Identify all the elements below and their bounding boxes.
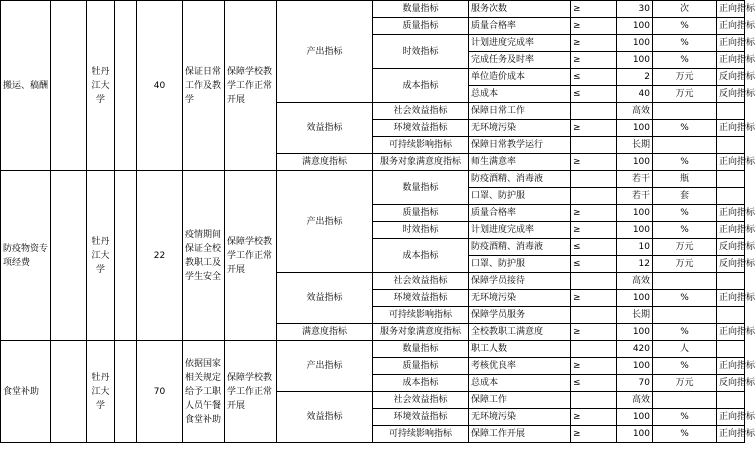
unit-of-measure-cell: % <box>653 18 717 35</box>
direction-cell: 反向指标 <box>717 86 745 103</box>
value-cell: 100 <box>617 290 653 307</box>
direction-cell: 正向指标 <box>717 205 745 222</box>
satisfaction-label-cell: 满意度指标 <box>277 324 373 341</box>
direction-cell: 正向指标 <box>717 1 745 18</box>
direction-cell: 正向指标 <box>717 222 745 239</box>
direction-cell: 正向指标 <box>717 324 745 341</box>
unit-of-measure-cell <box>653 137 717 154</box>
sub-indicator-cell: 数量指标 <box>373 1 469 18</box>
amount-cell: 70 <box>137 341 183 443</box>
unit-of-measure-cell <box>653 273 717 290</box>
unit-of-measure-cell: 人 <box>653 341 717 358</box>
indicator-name-cell: 全校教职工满意度 <box>469 324 571 341</box>
direction-cell <box>717 103 745 120</box>
unit-of-measure-cell: % <box>653 222 717 239</box>
spacer-cell <box>51 1 87 171</box>
unit-of-measure-cell <box>653 392 717 409</box>
project-name-cell: 搬运、稿酬 <box>1 1 51 171</box>
operator-cell: ≥ <box>571 222 617 239</box>
direction-cell: 正向指标 <box>717 409 745 426</box>
value-cell: 100 <box>617 426 653 443</box>
unit-of-measure-cell: % <box>653 290 717 307</box>
indicator-name-cell: 保障工作 <box>469 392 571 409</box>
operator-cell <box>571 171 617 188</box>
value-cell: 100 <box>617 222 653 239</box>
unit-of-measure-cell <box>653 103 717 120</box>
value-cell: 100 <box>617 324 653 341</box>
target-cell: 保障学校教学工作正常开展 <box>225 171 277 341</box>
direction-cell <box>717 188 745 205</box>
direction-cell: 正向指标 <box>717 35 745 52</box>
direction-cell: 反向指标 <box>717 256 745 273</box>
value-cell: 100 <box>617 52 653 69</box>
unit-cell: 牡丹江大学 <box>87 171 115 341</box>
table-row <box>1 341 745 358</box>
unit-of-measure-cell: % <box>653 205 717 222</box>
indicator-name-cell: 职工人数 <box>469 341 571 358</box>
operator-cell: ≥ <box>571 409 617 426</box>
spacer-cell <box>115 171 137 341</box>
direction-cell: 反向指标 <box>717 69 745 86</box>
operator-cell: ≥ <box>571 154 617 171</box>
direction-cell <box>717 137 745 154</box>
indicator-name-cell: 防疫酒精、消毒液 <box>469 239 571 256</box>
operator-cell <box>571 188 617 205</box>
operator-cell: ≥ <box>571 426 617 443</box>
indicator-name-cell: 总成本 <box>469 375 571 392</box>
spacer-cell <box>51 341 87 443</box>
value-cell: 30 <box>617 1 653 18</box>
value-cell: 12 <box>617 256 653 273</box>
sub-indicator-cell: 社会效益指标 <box>373 392 469 409</box>
indicator-name-cell: 无环境污染 <box>469 120 571 137</box>
indicator-name-cell: 考核优良率 <box>469 358 571 375</box>
indicator-name-cell: 计划进度完成率 <box>469 222 571 239</box>
indicator-name-cell: 服务次数 <box>469 1 571 18</box>
indicator-name-cell: 保障日常教学运行 <box>469 137 571 154</box>
indicator-name-cell: 保障学员服务 <box>469 307 571 324</box>
sub-indicator-cell: 可持续影响指标 <box>373 426 469 443</box>
direction-cell <box>717 341 745 358</box>
sub-indicator-cell: 时效指标 <box>373 35 469 69</box>
value-cell: 若干 <box>617 171 653 188</box>
operator-cell: ≥ <box>571 35 617 52</box>
operator-cell: ≤ <box>571 256 617 273</box>
sub-indicator-cell: 数量指标 <box>373 341 469 358</box>
target-cell: 保障学校教学工作正常开展 <box>225 1 277 171</box>
table-row <box>1 171 745 188</box>
operator-cell: ≥ <box>571 1 617 18</box>
indicator-name-cell: 口罩、防护服 <box>469 188 571 205</box>
content-cell: 依据国家相关规定给予工职人员午餐食堂补助 <box>183 341 225 443</box>
indicator-name-cell: 师生满意率 <box>469 154 571 171</box>
value-cell: 40 <box>617 86 653 103</box>
benefit-label-cell: 效益指标 <box>277 103 373 154</box>
indicator-name-cell: 质量合格率 <box>469 205 571 222</box>
value-cell: 100 <box>617 35 653 52</box>
value-cell: 高效 <box>617 392 653 409</box>
indicator-name-cell: 计划进度完成率 <box>469 35 571 52</box>
operator-cell <box>571 341 617 358</box>
sub-indicator-cell: 质量指标 <box>373 358 469 375</box>
direction-cell <box>717 307 745 324</box>
benefit-label-cell: 效益指标 <box>277 392 373 443</box>
sub-indicator-cell: 数量指标 <box>373 171 469 205</box>
operator-cell: ≤ <box>571 239 617 256</box>
output-label-cell: 产出指标 <box>277 1 373 103</box>
spacer-cell <box>115 341 137 443</box>
benefit-label-cell: 效益指标 <box>277 273 373 324</box>
unit-of-measure-cell: % <box>653 35 717 52</box>
sub-indicator-cell: 环境效益指标 <box>373 409 469 426</box>
value-cell: 长期 <box>617 307 653 324</box>
unit-of-measure-cell: % <box>653 324 717 341</box>
sub-indicator-cell: 可持续影响指标 <box>373 137 469 154</box>
unit-of-measure-cell: % <box>653 409 717 426</box>
unit-of-measure-cell <box>653 307 717 324</box>
indicator-name-cell: 质量合格率 <box>469 18 571 35</box>
value-cell: 10 <box>617 239 653 256</box>
operator-cell <box>571 392 617 409</box>
operator-cell: ≥ <box>571 358 617 375</box>
direction-cell: 反向指标 <box>717 239 745 256</box>
operator-cell: ≥ <box>571 52 617 69</box>
indicator-name-cell: 保障工作开展 <box>469 426 571 443</box>
target-cell: 保障学校教学工作正常开展 <box>225 341 277 443</box>
sub-indicator-cell: 可持续影响指标 <box>373 307 469 324</box>
value-cell: 100 <box>617 205 653 222</box>
unit-cell: 牡丹江大学 <box>87 1 115 171</box>
value-cell: 100 <box>617 18 653 35</box>
direction-cell: 正向指标 <box>717 290 745 307</box>
operator-cell: ≤ <box>571 86 617 103</box>
spacer-cell <box>51 171 87 341</box>
output-label-cell: 产出指标 <box>277 341 373 392</box>
content-cell: 疫情期间保证全校教职工及学生安全 <box>183 171 225 341</box>
value-cell: 100 <box>617 358 653 375</box>
operator-cell <box>571 273 617 290</box>
unit-of-measure-cell: 万元 <box>653 69 717 86</box>
table-body <box>1 1 755 443</box>
sub-indicator-cell: 环境效益指标 <box>373 290 469 307</box>
operator-cell <box>571 103 617 120</box>
amount-cell: 22 <box>137 171 183 341</box>
unit-of-measure-cell: 套 <box>653 188 717 205</box>
value-cell: 100 <box>617 154 653 171</box>
direction-cell: 正向指标 <box>717 18 745 35</box>
indicator-name-cell: 总成本 <box>469 86 571 103</box>
indicator-name-cell: 完成任务及时率 <box>469 52 571 69</box>
sub-indicator-cell: 成本指标 <box>373 375 469 392</box>
unit-of-measure-cell: % <box>653 154 717 171</box>
unit-of-measure-cell: 瓶 <box>653 171 717 188</box>
direction-cell <box>717 273 745 290</box>
operator-cell: ≥ <box>571 18 617 35</box>
sub-indicator-cell: 质量指标 <box>373 18 469 35</box>
value-cell: 长期 <box>617 137 653 154</box>
operator-cell: ≥ <box>571 205 617 222</box>
content-cell: 保证日常工作及教学 <box>183 1 225 171</box>
unit-of-measure-cell: % <box>653 120 717 137</box>
project-name-cell: 食堂补助 <box>1 341 51 443</box>
operator-cell <box>571 307 617 324</box>
value-cell: 100 <box>617 409 653 426</box>
operator-cell: ≥ <box>571 290 617 307</box>
value-cell: 2 <box>617 69 653 86</box>
operator-cell <box>571 137 617 154</box>
value-cell: 高效 <box>617 273 653 290</box>
unit-of-measure-cell: 万元 <box>653 86 717 103</box>
table-row <box>1 1 745 18</box>
spacer-cell <box>115 1 137 171</box>
value-cell: 若干 <box>617 188 653 205</box>
project-name-cell: 防疫物资专项经费 <box>1 171 51 341</box>
unit-of-measure-cell: 万元 <box>653 375 717 392</box>
unit-of-measure-cell: 次 <box>653 1 717 18</box>
sub-indicator-cell: 服务对象满意度指标 <box>373 154 469 171</box>
value-cell: 70 <box>617 375 653 392</box>
satisfaction-label-cell: 满意度指标 <box>277 154 373 171</box>
unit-cell: 牡丹江大学 <box>87 341 115 443</box>
direction-cell: 反向指标 <box>717 375 745 392</box>
unit-of-measure-cell: % <box>653 52 717 69</box>
sub-indicator-cell: 社会效益指标 <box>373 273 469 290</box>
indicator-name-cell: 单位造价成本 <box>469 69 571 86</box>
indicator-name-cell: 无环境污染 <box>469 290 571 307</box>
direction-cell <box>717 392 745 409</box>
value-cell: 420 <box>617 341 653 358</box>
direction-cell: 正向指标 <box>717 52 745 69</box>
direction-cell: 正向指标 <box>717 154 745 171</box>
direction-cell: 正向指标 <box>717 426 745 443</box>
sub-indicator-cell: 环境效益指标 <box>373 120 469 137</box>
unit-of-measure-cell: 万元 <box>653 239 717 256</box>
operator-cell: ≤ <box>571 375 617 392</box>
indicator-name-cell: 无环境污染 <box>469 409 571 426</box>
sub-indicator-cell: 社会效益指标 <box>373 103 469 120</box>
direction-cell: 正向指标 <box>717 358 745 375</box>
indicator-name-cell: 保障学员接待 <box>469 273 571 290</box>
indicator-name-cell: 保障日常工作 <box>469 103 571 120</box>
amount-cell: 40 <box>137 1 183 171</box>
sub-indicator-cell: 成本指标 <box>373 69 469 103</box>
operator-cell: ≥ <box>571 120 617 137</box>
sub-indicator-cell: 服务对象满意度指标 <box>373 324 469 341</box>
operator-cell: ≤ <box>571 69 617 86</box>
direction-cell <box>717 171 745 188</box>
value-cell: 100 <box>617 120 653 137</box>
sub-indicator-cell: 质量指标 <box>373 205 469 222</box>
indicator-name-cell: 防疫酒精、消毒液 <box>469 171 571 188</box>
indicator-name-cell: 口罩、防护服 <box>469 256 571 273</box>
sub-indicator-cell: 成本指标 <box>373 239 469 273</box>
direction-cell: 正向指标 <box>717 120 745 137</box>
value-cell: 高效 <box>617 103 653 120</box>
unit-of-measure-cell: 万元 <box>653 256 717 273</box>
unit-of-measure-cell: % <box>653 358 717 375</box>
sub-indicator-cell: 时效指标 <box>373 222 469 239</box>
output-label-cell: 产出指标 <box>277 171 373 273</box>
operator-cell: ≥ <box>571 324 617 341</box>
unit-of-measure-cell: % <box>653 426 717 443</box>
